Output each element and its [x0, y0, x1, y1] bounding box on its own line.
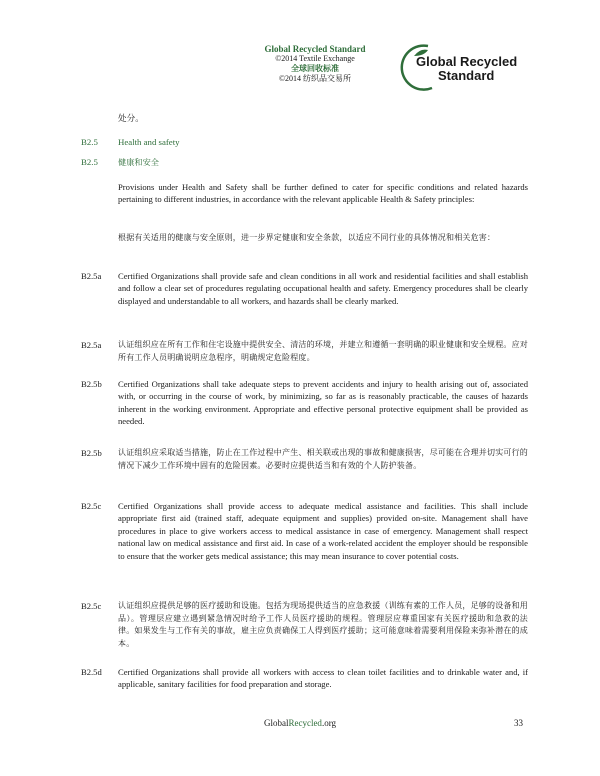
intro-paragraph-en: Provisions under Health and Safety shall be further defined to cater for specific conditions and related hazards pertaining to different industries, in accordance with the relevant applicable Health & Safety principles: — [118, 182, 528, 205]
copyright-cn: ©2014 纺织品交易所 — [278, 74, 352, 83]
section-number-cn: B2.5 — [81, 157, 98, 167]
clause-number: B2.5d — [81, 667, 102, 677]
clause-text: 认证组织应提供足够的医疗援助和设施。包括为现场提供适当的应急救援（训练有素的工作人员，足够的设备和用品）。管理层应建立遇到紧急情况时给予工作人员医疗援助的规程。管理层应尊重国家有关医疗援助和急救的法律。如果发生与工作有关的事故，雇主应负责确保工人得到医疗援助；这可能意味着需要利用保险来弥补潜在的成本。 — [118, 601, 528, 648]
logo-text-line2: Standard — [438, 68, 495, 83]
grs-logo — [398, 42, 530, 92]
document-header — [240, 44, 390, 84]
section-title-en: Health and safety — [118, 137, 180, 147]
carryover-text: 处分。 — [118, 113, 144, 123]
copyright-en: ©2014 Textile Exchange — [275, 54, 355, 63]
section-number-en: B2.5 — [81, 137, 98, 147]
standard-name: Global Recycled Standard — [264, 44, 366, 54]
clause-number: B2.5b — [81, 448, 102, 458]
section-title-cn: 健康和安全 — [118, 157, 159, 167]
clause-text: Certified Organizations shall provide access to adequate medical assistance and facilities. This shall include appropriate first aid (trained staff, adequate equipment and supplies) provided on-site. Management shall have procedures in place to give workers access to medical assistance in case of emergency. Management shall respect national law on medical assistance and first aid. In case of a work-related accident the employer should be responsible to ensure that the worker gets medical assistance; this may mean insurance to cover potential costs. — [118, 501, 528, 561]
page-number: 33 — [514, 718, 523, 728]
intro-paragraph-cn: 根据有关适用的健康与安全原则，进一步界定健康和安全条款，以适应不同行业的具体情况和相关危害： — [118, 233, 496, 242]
clause-text: 认证组织应采取适当措施，防止在工作过程中产生、相关联或出现的事故和健康损害，尽可能在合理并切实可行的情况下减少工作环境中固有的危险因素。必要时应提供适当和有效的个人防护装备。 — [118, 448, 528, 470]
footer-url[interactable] — [0, 718, 600, 728]
clause-number: B2.5a — [81, 271, 102, 281]
clause-number: B2.5c — [81, 501, 102, 511]
footer-url-part3: .org — [321, 718, 337, 728]
clause-text: 认证组织应在所有工作和住宅设施中提供安全、清洁的环境，并建立和遵循一套明确的职业健康和安全规程。应对所有工作人员明确说明应急程序，明确规定危险程度。 — [118, 340, 528, 362]
standard-name-cn: 全球回收标准 — [291, 64, 339, 73]
footer-url-part1: Global — [263, 718, 289, 728]
clause-text: Certified Organizations shall take adequate steps to prevent accidents and injury to health arising out of, associated with, or occurring in the course of work, by minimizing, so far as is reasonably practicable, the causes of hazards inherent in the working environment. Appropriate and effective personal protective equipment shall be provided as needed. — [118, 379, 528, 427]
logo-text-line1: Global Recycled — [416, 54, 518, 69]
clause-number: B2.5c — [81, 601, 102, 611]
clause-text: Certified Organizations shall provide safe and clean conditions in all work and residential facilities and shall establish and follow a clear set of procedures regulating occupational health and safety. Emergency procedures shall be clearly displayed and understandable to all workers, and hazards shall be clearly marked. — [118, 271, 528, 306]
clause-number: B2.5b — [81, 379, 102, 389]
clause-text: Certified Organizations shall provide all workers with access to clean toilet facilities and to drinkable water and, if applicable, sanitary facilities for food preparation and storage. — [118, 667, 528, 690]
clause-number: B2.5a — [81, 340, 102, 350]
footer-url-part2: Recycled — [288, 718, 322, 728]
